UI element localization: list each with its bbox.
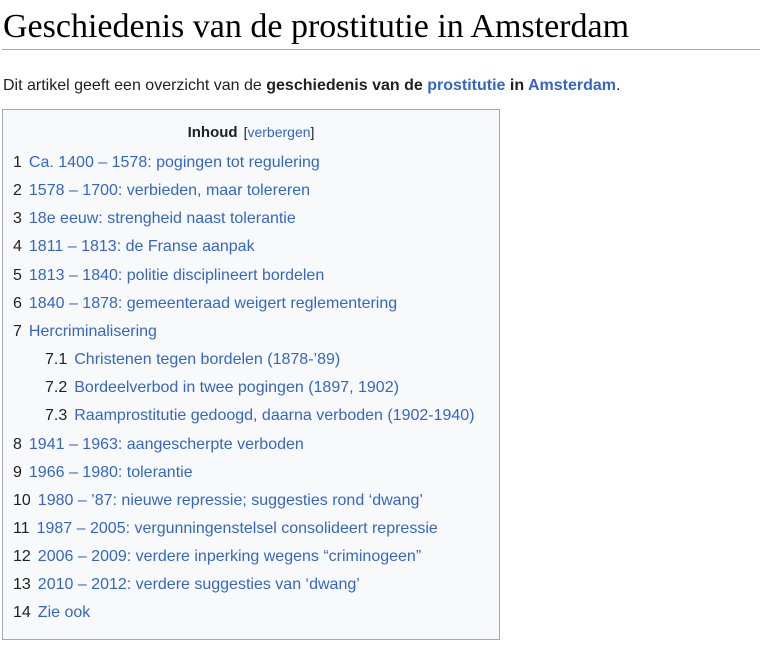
toc-item-number: 7 [13, 323, 22, 340]
toc-item-label[interactable]: 1811 – 1813: de Franse aanpak [28, 238, 255, 255]
toc-item-label[interactable]: 2006 – 2009: verdere inperking wegens “criminogeen” [37, 548, 422, 565]
toc-item[interactable] [13, 603, 90, 623]
toc-item[interactable] [45, 350, 340, 370]
toc-item[interactable] [13, 435, 304, 455]
intro-end: . [615, 77, 621, 94]
toc-item[interactable] [13, 181, 310, 201]
toc-item[interactable] [13, 463, 193, 483]
toc-item-label[interactable]: 1813 – 1840: politie disciplineert bordelen [28, 267, 325, 284]
toc-item[interactable] [13, 153, 320, 173]
toc-item-number: 10 [13, 492, 31, 509]
toc-header [3, 122, 499, 143]
table-of-contents [2, 109, 500, 640]
intro-text: Dit artikel geeft een overzicht van de [3, 77, 267, 94]
toc-item-label[interactable]: Hercriminalisering [28, 323, 157, 340]
toc-item[interactable] [13, 209, 296, 229]
toc-item[interactable] [13, 575, 360, 595]
toc-item-number: 9 [13, 464, 22, 481]
toc-item-label[interactable]: 18e eeuw: strengheid naast tolerantie [28, 210, 296, 227]
toc-item-label[interactable]: 1578 – 1700: verbieden, maar tolereren [28, 182, 310, 199]
toc-item-label[interactable]: 1980 – ’87: nieuwe repressie; suggesties rond ‘dwang’ [37, 492, 423, 509]
title-divider [2, 49, 760, 50]
prostitutie-link-label[interactable]: prostitutie [427, 77, 506, 94]
toc-toggle-bracket-close: ] [310, 124, 315, 140]
toc-item-number: 4 [13, 238, 22, 255]
toc-item-number: 5 [13, 267, 22, 284]
toc-item-number: 7.1 [45, 351, 68, 368]
toc-item-label[interactable]: 1966 – 1980: tolerantie [28, 464, 193, 481]
intro-paragraph [3, 76, 620, 96]
toc-item-number: 7.2 [45, 379, 68, 396]
page-title: Geschiedenis van de prostitutie in Amsterdam [3, 8, 630, 45]
toc-item-label[interactable]: 1987 – 2005: vergunningenstelsel consolideert repressie [36, 520, 438, 537]
toc-hide-link[interactable]: verbergen [247, 124, 311, 140]
toc-item[interactable] [13, 266, 324, 286]
toc-item-number: 8 [13, 436, 22, 453]
toc-item-label[interactable]: 1941 – 1963: aangescherpte verboden [28, 436, 304, 453]
toc-toggle-bracket-open: [ [243, 124, 248, 140]
toc-item-label[interactable]: Raamprostitutie gedoogd, daarna verboden (1902-1940) [74, 407, 475, 424]
toc-toggle [244, 124, 315, 140]
amsterdam-link-label[interactable]: Amsterdam [527, 77, 616, 94]
intro-bold-mid: in [505, 77, 528, 94]
toc-title: Inhoud [187, 124, 238, 141]
toc-item[interactable] [13, 294, 397, 314]
toc-item-label[interactable]: Zie ook [37, 604, 91, 621]
toc-item-number: 1 [13, 154, 22, 171]
toc-item[interactable] [13, 547, 421, 567]
toc-item-label[interactable]: Christenen tegen bordelen (1878-’89) [74, 351, 341, 368]
toc-item-number: 12 [13, 548, 31, 565]
toc-item-number: 3 [13, 210, 22, 227]
toc-item-number: 2 [13, 182, 22, 199]
toc-item[interactable] [13, 322, 157, 342]
toc-item[interactable] [13, 519, 438, 539]
intro-bold-text: geschiedenis van de [266, 77, 423, 94]
toc-item-number: 14 [13, 604, 31, 621]
toc-item-number: 7.3 [45, 407, 68, 424]
toc-item[interactable] [13, 237, 255, 257]
toc-item-label[interactable]: 1840 – 1878: gemeenteraad weigert reglementering [28, 295, 398, 312]
toc-item[interactable] [13, 491, 423, 511]
toc-item-label[interactable]: 2010 – 2012: verdere suggesties van ‘dwang’ [37, 576, 360, 593]
toc-item-number: 6 [13, 295, 22, 312]
toc-item-number: 13 [13, 576, 31, 593]
toc-item-label[interactable]: Ca. 1400 – 1578: pogingen tot regulering [28, 154, 320, 171]
toc-item[interactable] [45, 406, 475, 426]
amsterdam-link[interactable] [528, 77, 616, 94]
prostitutie-link[interactable] [427, 77, 505, 94]
toc-item-label[interactable]: Bordeelverbod in twee pogingen (1897, 1902) [74, 379, 399, 396]
toc-item[interactable] [45, 378, 399, 398]
toc-item-number: 11 [13, 520, 30, 537]
